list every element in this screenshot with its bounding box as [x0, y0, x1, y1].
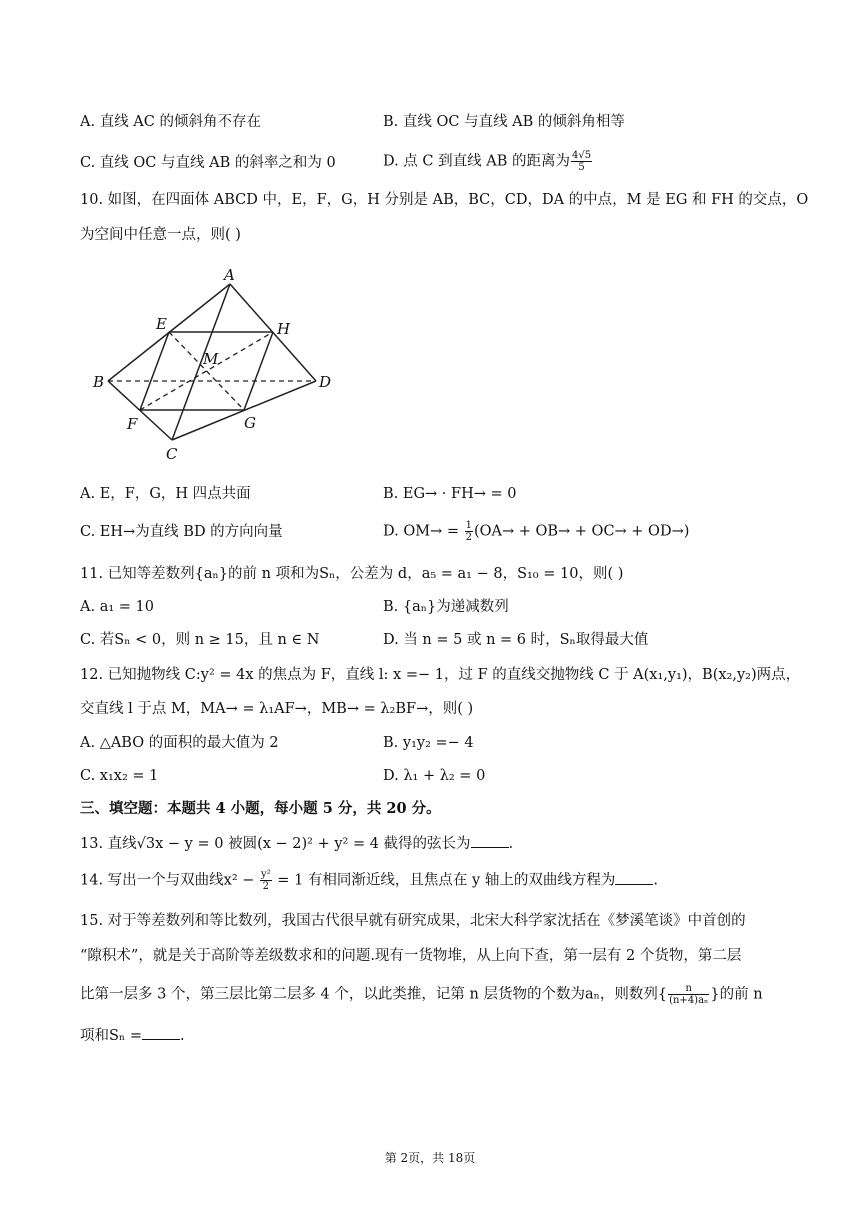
fraction-denominator: 2	[262, 881, 270, 892]
q9-option-d-fraction	[571, 150, 592, 173]
q9-option-d-text: D. 点 C 到直线 AB 的距离为	[383, 153, 570, 170]
fraction-denominator: 2	[465, 532, 472, 543]
q13-end: .	[508, 836, 514, 852]
q15-line3-pre: 比第一层多 3 个，第三层比第二层多 4 个，以此类推，记第 n 层货物的个数为aₙ，则数列{	[80, 986, 668, 1003]
q15-line4-pre: 项和Sₙ =	[80, 1028, 142, 1044]
q9-option-b: B. 直线 OC 与直线 AB 的倾斜角相等	[383, 114, 625, 130]
answer-blank[interactable]	[471, 833, 509, 848]
q12-stem-line1: 12. 已知抛物线 C:y² = 4x 的焦点为 F，直线 l: x =− 1，过 F 的直线交抛物线 C 于 A(x₁,y₁)，B(x₂,y₂)两点，	[80, 667, 801, 683]
q15-line1: 15. 对于等差数列和等比数列，我国古代很早就有研究成果，北宋大科学家沈括在《梦溪笔谈》中首创的	[80, 913, 746, 929]
q11-stem: 11. 已知等差数列{aₙ}的前 n 项和为Sₙ，公差为 d，a₅ = a₁ − 8，S₁₀ = 10，则( )	[80, 566, 624, 582]
q10-option-d-pre: D. OM→ =	[383, 523, 464, 540]
fraction-numerator: y²	[261, 869, 271, 880]
answer-blank[interactable]	[615, 870, 653, 885]
q9-option-d	[383, 150, 593, 173]
q15-line2: “隙积术”，就是关于高阶等差级数求和的问题.现有一货物堆，从上向下查，第一层有 2 个货物，第二层	[80, 948, 742, 964]
q11-option-a: A. a₁ = 10	[80, 599, 154, 615]
fraction-numerator: n	[668, 983, 709, 995]
label-b: B	[93, 373, 105, 391]
q11-option-b: B. {aₙ}为递减数列	[383, 599, 509, 615]
label-c: C	[166, 445, 178, 463]
q14-fraction	[260, 869, 272, 892]
q9-option-a: A. 直线 AC 的倾斜角不存在	[80, 114, 261, 130]
q12-option-b: B. y₁y₂ =− 4	[383, 735, 474, 751]
label-a: A	[224, 266, 235, 284]
q14-text-pre: 14. 写出一个与双曲线x² −	[80, 872, 260, 889]
label-d: D	[319, 373, 332, 391]
q10-option-d-fraction	[465, 520, 473, 543]
q15-end: .	[179, 1028, 185, 1044]
q15-line4	[80, 1025, 185, 1046]
q10-option-b: B. EG→ · FH→ = 0	[383, 486, 517, 502]
q14-text-post: = 1 有相同渐近线，且焦点在 y 轴上的双曲线方程为	[272, 872, 616, 889]
q9-option-c: C. 直线 OC 与直线 AB 的斜率之和为 0	[80, 155, 336, 171]
q12-option-c: C. x₁x₂ = 1	[80, 768, 159, 784]
q14-end: .	[653, 872, 658, 889]
q15-line3-post: }的前 n	[710, 986, 763, 1003]
q13-line	[80, 833, 513, 854]
q15-line3	[80, 983, 763, 1006]
segment-eg-dashed	[169, 332, 244, 410]
q10-option-a: A. E，F，G，H 四点共面	[80, 486, 251, 502]
q10-option-c: C. EH→为直线 BD 的方向向量	[80, 524, 283, 540]
fraction-numerator: 1	[465, 520, 472, 531]
q15-fraction	[668, 983, 709, 1006]
fraction-denominator: 5	[578, 162, 585, 173]
label-m: M	[203, 350, 219, 368]
tetrahedron-figure	[88, 262, 348, 467]
q10-option-d	[383, 520, 689, 543]
q11-option-c: C. 若Sₙ < 0，则 n ≥ 15，且 n ∈ N	[80, 632, 320, 648]
q12-stem-line2: 交直线 l 于点 M，MA→ = λ₁AF→，MB→ = λ₂BF→，则( )	[80, 701, 474, 717]
label-f: F	[127, 415, 138, 433]
q13-text: 13. 直线√3x − y = 0 被圆(x − 2)² + y² = 4 截得的弦长为	[80, 836, 471, 852]
q10-stem-line2: 为空间中任意一点，则( )	[80, 227, 241, 243]
q14-line	[80, 869, 658, 892]
section-heading: 三、填空题：本题共 4 小题，每小题 5 分，共 20 分。	[80, 800, 441, 817]
q10-stem-line1: 10. 如图，在四面体 ABCD 中，E，F，G，H 分别是 AB，BC，CD，DA 的中点，M 是 EG 和 FH 的交点，O	[80, 192, 809, 208]
q12-option-a: A. △ABO 的面积的最大值为 2	[80, 735, 279, 751]
q10-option-d-post: (OA→ + OB→ + OC→ + OD→)	[473, 523, 690, 540]
page-footer: 第 2页，共 18页	[384, 1151, 476, 1165]
answer-blank[interactable]	[142, 1025, 180, 1040]
q11-option-d: D. 当 n = 5 或 n = 6 时，Sₙ取得最大值	[383, 632, 649, 648]
label-h: H	[277, 320, 291, 338]
segment-hg	[244, 332, 273, 410]
q12-option-d: D. λ₁ + λ₂ = 0	[383, 768, 486, 784]
label-g: G	[244, 414, 256, 432]
fraction-numerator: 4√5	[571, 150, 592, 161]
fraction-denominator: (n+4)aₙ	[669, 995, 709, 1006]
label-e: E	[156, 315, 167, 333]
